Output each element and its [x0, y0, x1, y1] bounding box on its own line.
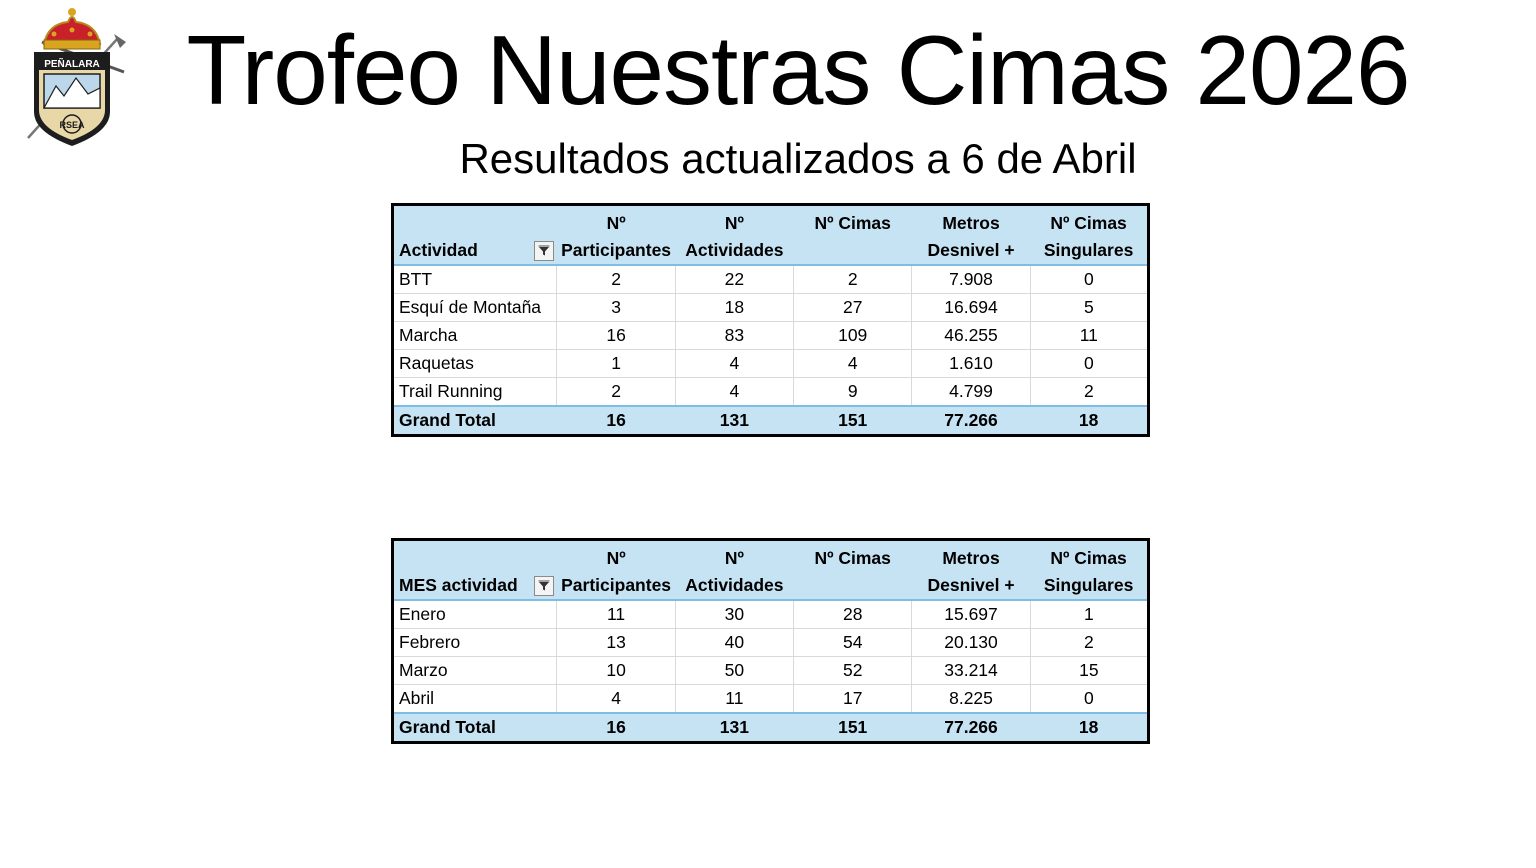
row-label-cell: Enero	[393, 600, 557, 629]
table-row	[393, 629, 1149, 657]
filter-button[interactable]	[534, 241, 554, 261]
value-cell: 11	[675, 685, 793, 714]
page-title: Trofeo Nuestras Cimas 2026	[186, 15, 1410, 125]
value-cell: 16	[557, 322, 675, 350]
value-cell: 1	[557, 350, 675, 378]
grand-total-row	[393, 406, 1149, 436]
value-cell: 7.908	[912, 265, 1030, 294]
value-cell: 4	[557, 685, 675, 714]
value-cell: 15	[1030, 657, 1148, 685]
value-cell: 1	[1030, 600, 1148, 629]
table-row	[393, 322, 1149, 350]
filter-funnel-icon	[537, 579, 551, 593]
row-label-cell: BTT	[393, 265, 557, 294]
value-cell: 30	[675, 600, 793, 629]
column-header: Nº Cimas Singulares	[1030, 205, 1148, 266]
value-cell: 28	[794, 600, 912, 629]
column-header: Nº Participantes	[557, 205, 675, 266]
value-cell: 11	[557, 600, 675, 629]
value-cell: 22	[675, 265, 793, 294]
value-cell: 11	[1030, 322, 1148, 350]
value-cell: 109	[794, 322, 912, 350]
table-header-row	[393, 205, 1149, 266]
filter-funnel-icon	[537, 244, 551, 258]
column-header: Metros Desnivel +	[912, 540, 1030, 601]
row-label-header	[393, 205, 557, 266]
row-label-cell: Febrero	[393, 629, 557, 657]
column-header: Nº Participantes	[557, 540, 675, 601]
value-cell: 17	[794, 685, 912, 714]
table-row	[393, 294, 1149, 322]
value-cell: 15.697	[912, 600, 1030, 629]
value-cell: 131	[675, 406, 793, 436]
pivot-table-mes	[391, 538, 1150, 744]
value-cell: 18	[1030, 713, 1148, 743]
value-cell: 9	[794, 378, 912, 407]
value-cell: 18	[675, 294, 793, 322]
value-cell: 1.610	[912, 350, 1030, 378]
value-cell: 18	[1030, 406, 1148, 436]
value-cell: 4.799	[912, 378, 1030, 407]
row-label-cell: Esquí de Montaña	[393, 294, 557, 322]
value-cell: 0	[1030, 265, 1148, 294]
row-label-cell: Abril	[393, 685, 557, 714]
column-header: Nº Actividades	[675, 540, 793, 601]
value-cell: 52	[794, 657, 912, 685]
value-cell: 16	[557, 713, 675, 743]
value-cell: 50	[675, 657, 793, 685]
pivot-table-actividad	[391, 203, 1150, 437]
value-cell: 2	[1030, 629, 1148, 657]
column-header: Metros Desnivel +	[912, 205, 1030, 266]
value-cell: 33.214	[912, 657, 1030, 685]
value-cell: 131	[675, 713, 793, 743]
value-cell: 8.225	[912, 685, 1030, 714]
grand-total-row	[393, 713, 1149, 743]
table-header-row	[393, 540, 1149, 601]
row-label-text: MES actividad	[399, 575, 518, 595]
value-cell: 2	[557, 378, 675, 407]
value-cell: 5	[1030, 294, 1148, 322]
value-cell: 2	[1030, 378, 1148, 407]
value-cell: 2	[794, 265, 912, 294]
value-cell: 77.266	[912, 713, 1030, 743]
value-cell: 40	[675, 629, 793, 657]
row-label-cell: Marzo	[393, 657, 557, 685]
column-header: Nº Cimas	[794, 205, 912, 266]
value-cell: 16	[557, 406, 675, 436]
value-cell: 10	[557, 657, 675, 685]
table-row	[393, 657, 1149, 685]
value-cell: 77.266	[912, 406, 1030, 436]
grand-total-label: Grand Total	[393, 713, 557, 743]
value-cell: 20.130	[912, 629, 1030, 657]
value-cell: 151	[794, 713, 912, 743]
grand-total-label: Grand Total	[393, 406, 557, 436]
column-header: Nº Cimas Singulares	[1030, 540, 1148, 601]
filter-button[interactable]	[534, 576, 554, 596]
table-row	[393, 685, 1149, 714]
value-cell: 151	[794, 406, 912, 436]
value-cell: 2	[557, 265, 675, 294]
value-cell: 54	[794, 629, 912, 657]
value-cell: 13	[557, 629, 675, 657]
value-cell: 0	[1030, 350, 1148, 378]
row-label-text: Actividad	[399, 240, 478, 260]
row-label-cell: Trail Running	[393, 378, 557, 407]
crest-initials: RSEA	[59, 120, 85, 130]
row-label-header	[393, 540, 557, 601]
row-label-cell: Raquetas	[393, 350, 557, 378]
value-cell: 46.255	[912, 322, 1030, 350]
value-cell: 4	[794, 350, 912, 378]
value-cell: 16.694	[912, 294, 1030, 322]
value-cell: 3	[557, 294, 675, 322]
table-row	[393, 265, 1149, 294]
table-row	[393, 378, 1149, 407]
page-subtitle: Resultados actualizados a 6 de Abril	[459, 135, 1137, 182]
value-cell: 83	[675, 322, 793, 350]
value-cell: 0	[1030, 685, 1148, 714]
row-label-cell: Marcha	[393, 322, 557, 350]
crest-text: PEÑALARA	[44, 59, 100, 70]
column-header: Nº Actividades	[675, 205, 793, 266]
value-cell: 27	[794, 294, 912, 322]
column-header: Nº Cimas	[794, 540, 912, 601]
table-row	[393, 600, 1149, 629]
value-cell: 4	[675, 350, 793, 378]
table-row	[393, 350, 1149, 378]
value-cell: 4	[675, 378, 793, 407]
